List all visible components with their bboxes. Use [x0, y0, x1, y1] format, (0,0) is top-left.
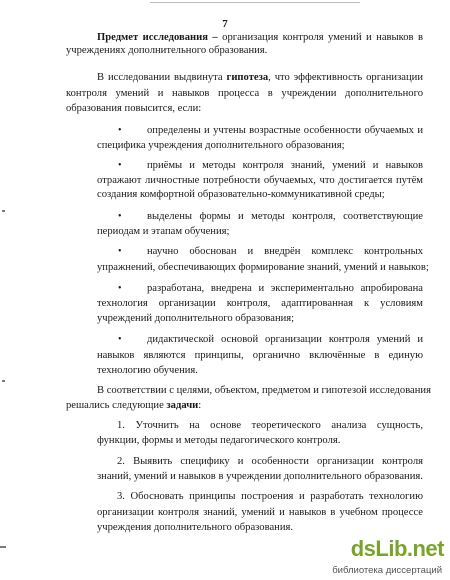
- text-line: [66, 103, 201, 115]
- bullet-icon: •: [118, 283, 122, 294]
- text-segment: периодам и этапам обучения;: [97, 226, 230, 237]
- text-segment: научно обоснован и внедрён комплекс контрольных: [147, 246, 423, 257]
- text-segment: 3. Обосновать принципы построения и разработать технологию: [117, 491, 423, 502]
- bold-term: задачи: [166, 400, 199, 411]
- text-line: [117, 420, 423, 432]
- scan-artifact: [2, 210, 5, 212]
- text-line: [97, 262, 429, 274]
- bold-term: Предмет исследования –: [97, 32, 218, 43]
- text-line: [147, 334, 423, 346]
- text-segment: выделены формы и методы контроля, соответствующие: [147, 211, 423, 222]
- text-line: [147, 211, 423, 223]
- text-segment: 1. Уточнить на основе теоретического анализа сущность,: [117, 420, 423, 431]
- text-segment: :: [198, 400, 202, 411]
- text-line: [97, 298, 423, 310]
- text-segment: В исследовании выдвинута: [97, 72, 227, 83]
- text-segment: создания комфортной образовательно-коммуникативной среды;: [97, 189, 385, 200]
- text-segment: знаний, умений и навыков в учреждении дополнительного образования.: [97, 471, 423, 482]
- text-segment: учреждения дополнительного образования.: [97, 522, 294, 533]
- text-segment: технология организации контроля, адаптированная к условиям: [97, 298, 423, 309]
- bullet-icon: •: [118, 125, 122, 136]
- text-line: [97, 507, 423, 519]
- text-segment: В соответствии с целями, объектом, предметом и гипотезой исследования: [97, 385, 431, 396]
- text-line: [97, 471, 423, 483]
- watermark-subtitle: библиотека диссертаций: [332, 565, 442, 576]
- scan-artifact: [0, 546, 6, 548]
- text-segment: контроля умений и навыков процесса в учреждении дополнительного: [66, 88, 423, 99]
- text-segment: приёмы и методы контроля знаний, умений и навыков: [147, 160, 423, 171]
- text-line: [147, 160, 423, 172]
- text-line: [117, 456, 423, 468]
- text-line: [117, 491, 423, 503]
- text-segment: разработана, внедрена и экспериментально апробирована: [147, 283, 423, 294]
- text-segment: отражают личностные потребности обучаемых, что достигается путём: [97, 175, 423, 186]
- text-line: [97, 435, 340, 447]
- text-line: [97, 522, 293, 534]
- text-line: [66, 400, 201, 412]
- text-segment: упражнений, обеспечивающих формирование знаний, умений и навыков;: [97, 262, 429, 273]
- text-line: [147, 246, 423, 258]
- watermark: [326, 536, 444, 576]
- watermark-logo: dsLib.net: [350, 536, 444, 561]
- text-line: [66, 88, 423, 100]
- text-segment: технологию обучения.: [97, 365, 198, 376]
- text-line: [97, 175, 423, 187]
- text-segment: навыков являются принципы, органично включённые в единую: [97, 350, 423, 361]
- text-segment: учреждениях дополнительного образования.: [66, 45, 268, 56]
- text-line: [66, 45, 267, 57]
- text-segment: дидактической основой организации контроля умений и: [147, 334, 423, 345]
- scan-edge-line: [150, 2, 360, 3]
- bullet-icon: •: [118, 334, 122, 345]
- bullet-icon: •: [118, 246, 122, 257]
- text-line: [97, 350, 423, 362]
- text-line: [147, 125, 423, 137]
- text-segment: 2. Выявить специфику и особенности организации контроля: [117, 456, 423, 467]
- text-line: [97, 385, 431, 397]
- text-line: [97, 140, 345, 152]
- text-segment: образования повысится, если:: [66, 103, 202, 114]
- bold-term: гипотеза: [226, 72, 269, 83]
- text-line: [97, 189, 385, 201]
- text-segment: организации контроля знаний, умений и навыков в учебном процессе: [97, 507, 423, 518]
- scan-artifact: [2, 380, 5, 382]
- text-segment: , что эффективность организации: [268, 72, 423, 83]
- bullet-icon: •: [118, 160, 122, 171]
- page-number: 7: [222, 18, 228, 30]
- text-segment: организация контроля умений и навыков в: [217, 32, 423, 43]
- text-segment: определены и учтены возрастные особенности обучаемых и: [147, 125, 423, 136]
- text-line: [97, 32, 423, 44]
- text-line: [97, 72, 423, 84]
- text-line: [97, 226, 229, 238]
- text-line: [97, 313, 294, 325]
- text-line: [147, 283, 423, 295]
- bullet-icon: •: [118, 211, 122, 222]
- text-line: [97, 365, 198, 377]
- text-segment: специфика учреждения дополнительного образования;: [97, 140, 345, 151]
- text-segment: функции, формы и методы педагогического контроля.: [97, 435, 341, 446]
- text-segment: учреждений дополнительного образования;: [97, 313, 295, 324]
- text-segment: решались следующие: [66, 400, 167, 411]
